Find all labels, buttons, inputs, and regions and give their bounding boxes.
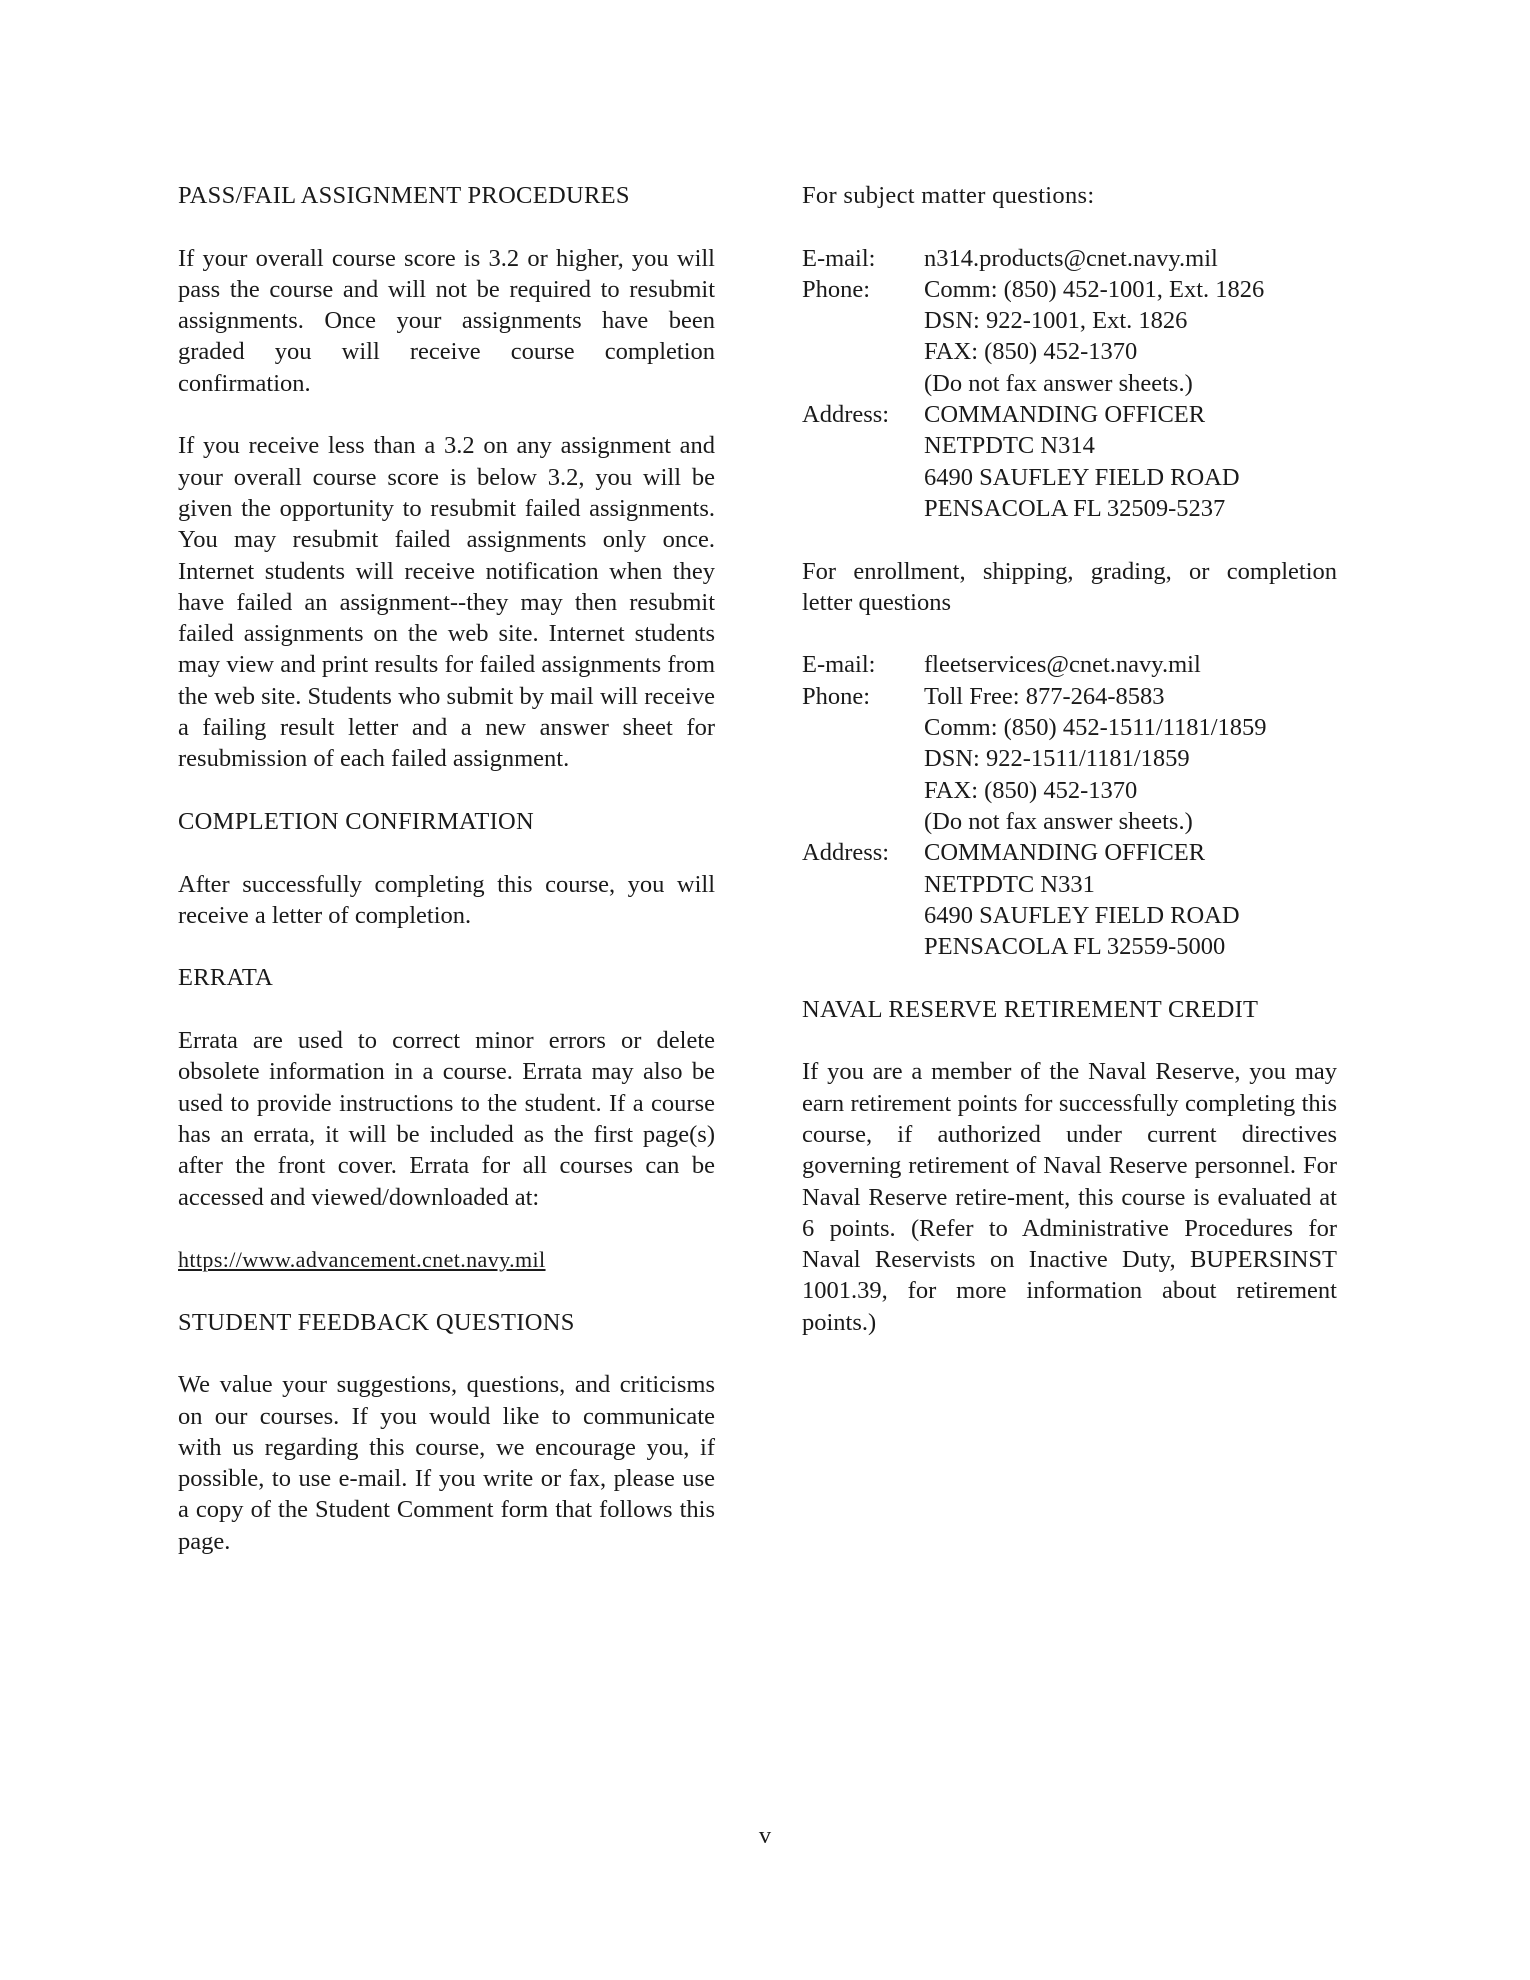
address-line: NETPDTC N331 (924, 870, 1095, 898)
email-label: E-mail: (802, 651, 876, 679)
address-line: COMMANDING OFFICER (924, 839, 1206, 867)
address-line: PENSACOLA FL 32559-5000 (924, 933, 1226, 961)
email-label: E-mail: (802, 244, 876, 272)
phone-line: Comm: (850) 452-1001, Ext. 1826 (924, 275, 1265, 303)
phone-line: (Do not fax answer sheets.) (924, 807, 1193, 835)
address-label: Address: (802, 401, 890, 429)
feedback-paragraph: We value your suggestions, questions, and criticisms on our courses. If you would like to communicate with us regarding this course, we encourage you, if possible, to use e-mail. If you write or fax, please use a copy of the Student Comment form that follows this page. (178, 1371, 715, 1555)
phone-line: Comm: (850) 452-1511/1181/1859 (924, 714, 1267, 742)
address-line: COMMANDING OFFICER (924, 401, 1206, 429)
enrollment-contact-block (802, 649, 1337, 962)
phone-line: DSN: 922-1511/1181/1859 (924, 745, 1190, 773)
errata-paragraph: Errata are used to correct minor errors or delete obsolete information in a course. Errata may also be used to provide instructions to the student. If a course has an errata, it will be included as the first page(s) after the front cover. Errata for all courses can be accessed and viewed/downloaded at: (178, 1027, 715, 1211)
subject-email[interactable]: n314.products@cnet.navy.mil (924, 244, 1218, 272)
address-line: 6490 SAUFLEY FIELD ROAD (924, 463, 1240, 491)
address-line: NETPDTC N314 (924, 432, 1095, 460)
phone-label: Phone: (802, 682, 871, 710)
reserve-paragraph: If you are a member of the Naval Reserve, you may earn retirement points for successfully completing this course, if authorized under current directives governing retirement of Naval Reserve personnel. For Naval Reserve retire-ment, this course is evaluated at 6 points. (Refer to Administrative Procedures for Naval Reservists on Inactive Duty, BUPERSINST 1001.39, for more information about retirement points.) (802, 1058, 1337, 1336)
feedback-heading: STUDENT FEEDBACK QUESTIONS (178, 1308, 575, 1336)
phone-line: DSN: 922-1001, Ext. 1826 (924, 307, 1188, 335)
subject-intro: For subject matter questions: (802, 182, 1095, 209)
phone-line: Toll Free: 877-264-8583 (924, 682, 1165, 710)
completion-paragraph: After successfully completing this course, you will receive a letter of completion. (178, 870, 715, 929)
errata-link[interactable]: https://www.advancement.cnet.navy.mil (178, 1247, 546, 1273)
phone-line: (Do not fax answer sheets.) (924, 369, 1193, 397)
enrollment-intro: For enrollment, shipping, grading, or completion letter questions (802, 557, 1337, 616)
page-number: v (758, 1822, 772, 1849)
subject-contact-block (802, 243, 1337, 525)
passfail-paragraph-1: If your overall course score is 3.2 or higher, you will pass the course and will not be required to resubmit assignments. Once your assignments have been graded you will receive course completion confirmation. (178, 244, 715, 397)
passfail-heading: PASS/FAIL ASSIGNMENT PROCEDURES (178, 182, 630, 209)
phone-line: FAX: (850) 452-1370 (924, 338, 1138, 366)
address-label: Address: (802, 839, 890, 867)
reserve-heading: NAVAL RESERVE RETIREMENT CREDIT (802, 995, 1259, 1023)
right-column (802, 180, 1337, 1369)
enrollment-email[interactable]: fleetservices@cnet.navy.mil (924, 651, 1201, 679)
errata-heading: ERRATA (178, 964, 274, 992)
phone-label: Phone: (802, 275, 871, 303)
passfail-paragraph-2: If you receive less than a 3.2 on any assignment and your overall course score is below 3.2, you will be given the opportunity to resubmit failed assignments. You may resubmit failed assignments only once. Internet students will receive notification when they have failed an assignment--they may then resubmit failed assignments on the web site. Internet students may view and print results for failed assignments from the web site. Students who submit by mail will receive a failing result letter and a new answer sheet for resubmission of each failed assignment. (178, 432, 715, 773)
phone-line: FAX: (850) 452-1370 (924, 776, 1138, 804)
address-line: PENSACOLA FL 32509-5237 (924, 494, 1226, 522)
left-column (178, 180, 715, 1588)
completion-heading: COMPLETION CONFIRMATION (178, 807, 535, 835)
address-line: 6490 SAUFLEY FIELD ROAD (924, 901, 1240, 929)
